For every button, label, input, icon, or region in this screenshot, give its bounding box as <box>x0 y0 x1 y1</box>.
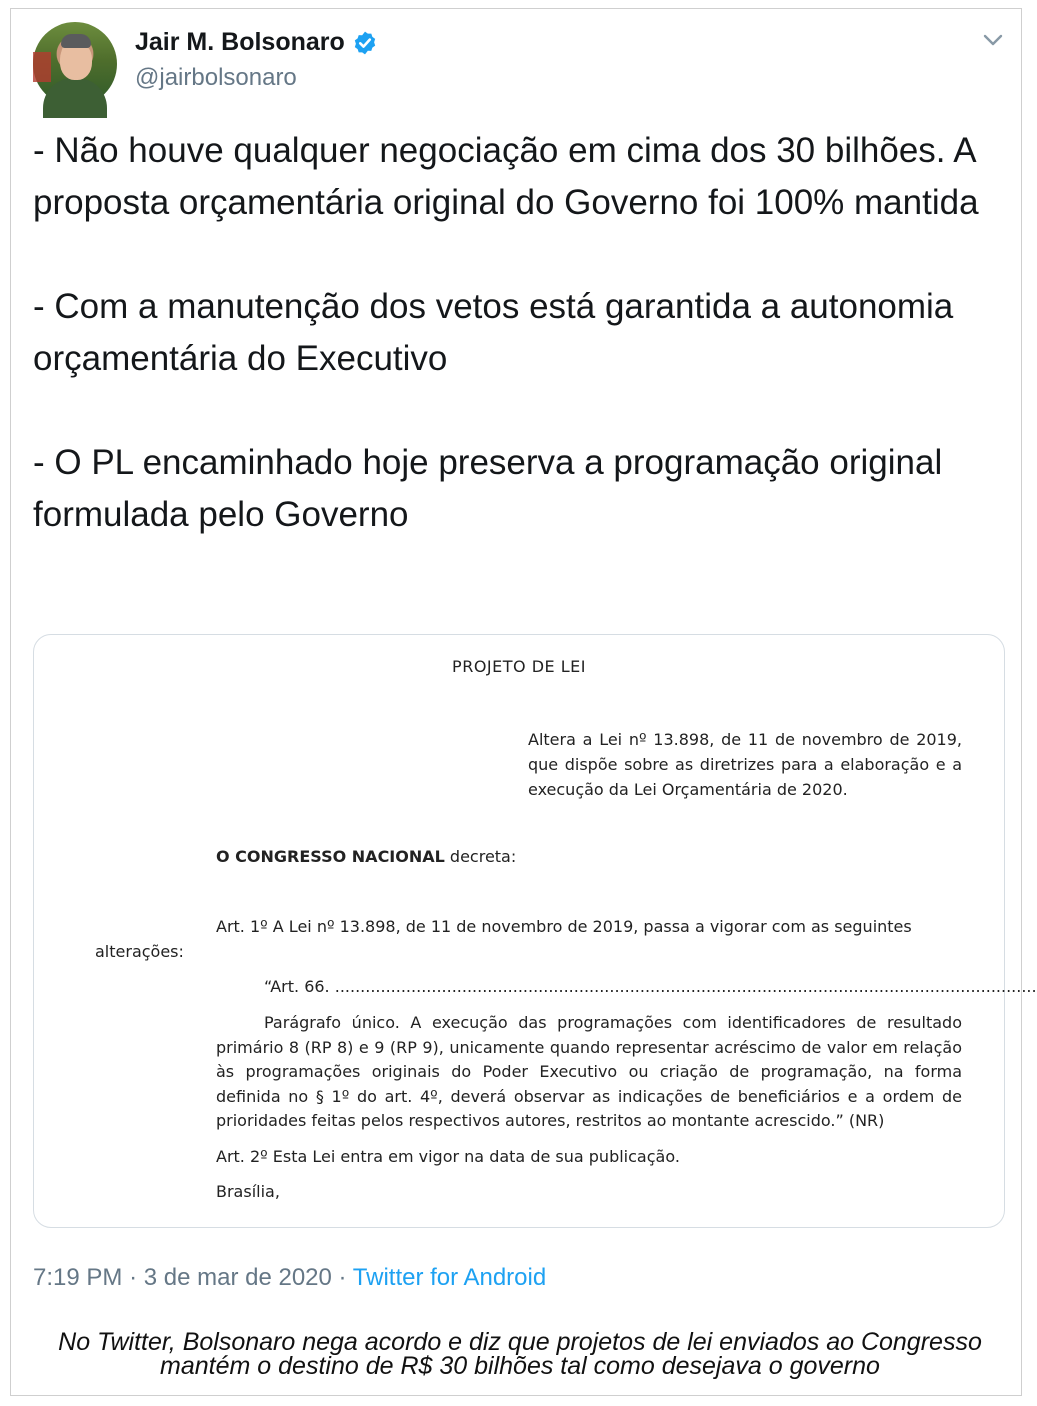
avatar-background <box>33 52 51 82</box>
tweet-time[interactable]: 7:19 PM <box>33 1264 123 1291</box>
document-paragrafo: Parágrafo único. A execução das programações com identificadores de resultado primário 8 (RP 8) e 9 (RP 9), unicamente quando representar acréscimo de valor em relação às programações originais do Poder Executivo ou criação de programação, na forma definida no § 1º do art. 4º, deverá observar as indicações de beneficiários e a ordem de prioridades feitas pelos respectivos autores, restritos ao montante acrescido.” (NR) <box>216 1013 962 1130</box>
tweet-source-link[interactable]: Twitter for Android <box>352 1264 547 1291</box>
attached-document-image[interactable] <box>33 634 1037 1228</box>
avatar[interactable] <box>33 22 117 106</box>
decreta-bold: O CONGRESSO NACIONAL <box>216 847 445 866</box>
tweet-text: - Não houve qualquer negociação em cima dos 30 bilhões. A proposta orçamentária original do Governo foi 100% mantida - Com a manutenção dos vetos está garantida a autonomia orçamentária do Executivo - O PL encaminhado hoje preserva a programação original formulada pelo Governo <box>33 131 979 534</box>
document-art2: Art. 2º Esta Lei entra em vigor na data de sua publicação. <box>216 1147 680 1166</box>
author-handle[interactable]: @jairbolsonaro <box>135 64 297 91</box>
document-decreta <box>216 847 516 866</box>
meta-separator: · <box>129 1264 138 1291</box>
document-title: PROJETO DE LEI <box>452 657 586 676</box>
document-ementa: Altera a Lei nº 13.898, de 11 de novembro de 2019, que dispõe sobre as diretrizes para a elaboração e a execução da Lei Orçamentária de 2020. <box>528 730 962 799</box>
chevron-down-icon[interactable] <box>980 30 1006 50</box>
image-caption: No Twitter, Bolsonaro nega acordo e diz que projetos de lei enviados ao Congresso mantém o destino de R$ 30 bilhões tal como desejava o governo <box>58 1328 982 1380</box>
tweet-meta <box>33 1264 546 1292</box>
verified-badge-icon <box>351 29 379 57</box>
document-art1-continuation: alterações: <box>95 942 184 961</box>
decreta-rest: decreta: <box>444 847 517 866</box>
document-art66: “Art. 66. .......................................................................................................................................... <box>264 977 1037 996</box>
avatar-hair <box>61 34 91 48</box>
author-name-row <box>135 28 379 57</box>
avatar-shirt <box>43 78 107 118</box>
document-closing: Brasília, <box>216 1182 280 1201</box>
meta-separator-2: · <box>338 1264 347 1291</box>
author-name[interactable]: Jair M. Bolsonaro <box>135 28 345 56</box>
document-art1: Art. 1º A Lei nº 13.898, de 11 de novembro de 2019, passa a vigorar com as seguintes <box>216 917 912 936</box>
tweet-date[interactable]: 3 de mar de 2020 <box>143 1264 332 1291</box>
